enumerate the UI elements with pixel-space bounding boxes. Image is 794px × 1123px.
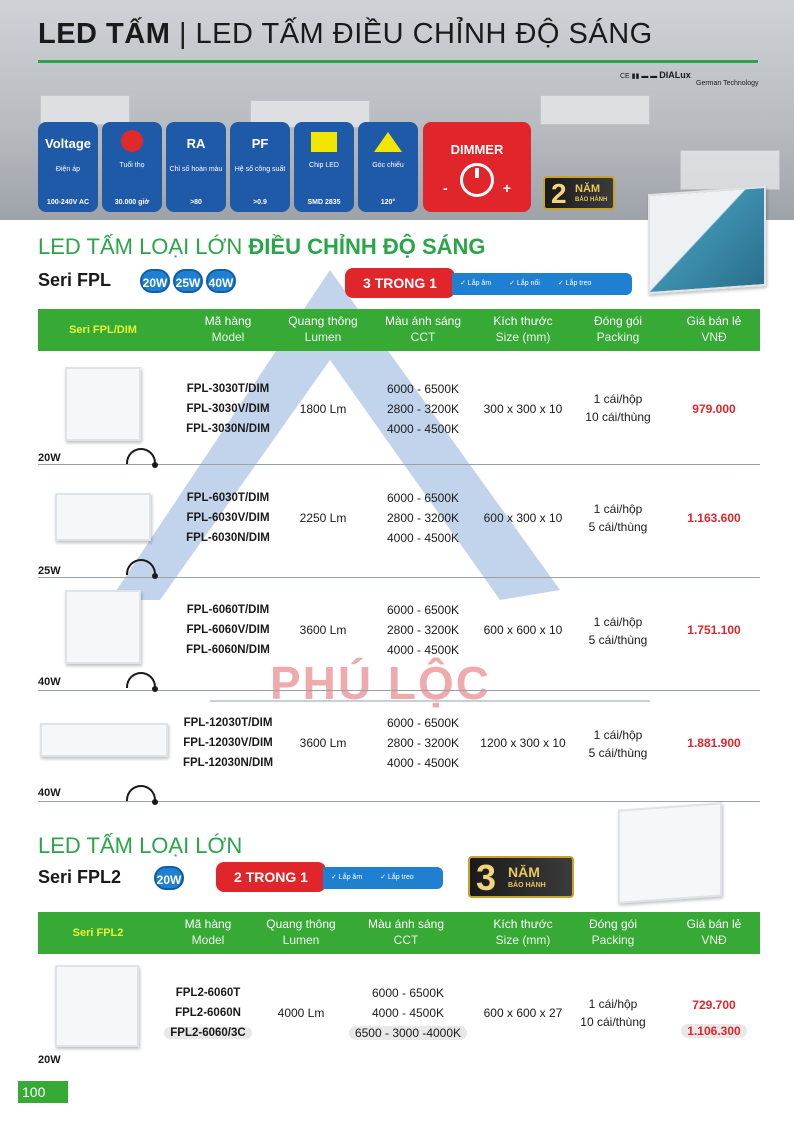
lumen-value: 1800 Lm <box>299 402 347 416</box>
dimmer-minus: - <box>443 180 448 196</box>
spec-head: Voltage <box>45 136 91 151</box>
product-image <box>55 965 139 1047</box>
header-size: Kích thước Size (mm) <box>493 314 553 344</box>
cct-list: 6000 - 6500K 2800 - 3200K 4000 - 4500K <box>386 603 460 657</box>
spec-value: SMD 2835 <box>307 199 341 206</box>
section1-table-header <box>38 309 760 351</box>
section1-mounts <box>452 273 632 295</box>
spec-label: Góc chiếu <box>372 162 404 169</box>
watt-label: 40W <box>38 787 61 799</box>
mount-option: ✓ Lắp âm <box>331 874 363 881</box>
section1-title <box>38 234 486 260</box>
header-seri: Seri FPL/DIM <box>69 324 137 336</box>
warranty-years: 2 <box>551 178 567 209</box>
warranty-bh: BẢO HÀNH <box>575 197 608 203</box>
header-lumen: Quang thông Lumen <box>288 314 358 344</box>
spec-head: PF <box>251 136 269 151</box>
model-list: FPL-6060T/DIM FPL-6060V/DIM FPL-6060N/DIM <box>186 604 270 656</box>
price-value: 1.163.600 <box>687 511 741 525</box>
header-lumen: Quang thông Lumen <box>266 917 336 947</box>
cct-list: 6000 - 6500K 2800 - 3200K 4000 - 4500K <box>386 382 460 436</box>
watt-label: 40W <box>38 676 61 688</box>
cct-list: 6000 - 6500K 2800 - 3200K 4000 - 4500K <box>386 716 460 770</box>
section1-title-bold: ĐIỀU CHỈNH ĐỘ SÁNG <box>248 234 486 259</box>
packing: 1 cái/hộp 10 cái/thùng <box>580 997 646 1029</box>
section2-combo-badge: 2 TRONG 1 <box>216 862 326 892</box>
section1-title-normal: LED TẤM LOẠI LỚN <box>38 234 243 259</box>
warranty-years: 3 <box>476 857 497 898</box>
product-image <box>55 493 151 541</box>
spec-value: 100-240V AC <box>46 199 90 206</box>
page-title-rest: | LED TẤM ĐIỀU CHỈNH ĐỘ SÁNG <box>178 18 653 50</box>
watt-badge: 20W <box>140 269 170 293</box>
size-value: 300 x 300 x 10 <box>483 402 563 416</box>
packing: 1 cái/hộp 5 cái/thùng <box>588 502 648 534</box>
price-value: 979.000 <box>692 402 736 416</box>
watt-label: 20W <box>38 1054 61 1066</box>
section2-seri: Seri FPL2 <box>38 867 122 887</box>
watt-badge: 25W <box>173 269 203 293</box>
warranty-bh: BẢO HÀNH <box>508 882 546 889</box>
table-row <box>38 352 760 465</box>
packing: 1 cái/hộp 5 cái/thùng <box>588 728 648 760</box>
spec-value: 120° <box>380 199 396 206</box>
mount-option: ✓ Lắp âm <box>460 280 492 287</box>
dimmer-icon <box>126 559 156 575</box>
product-image <box>65 367 141 441</box>
header-price: Giá bán lẻ VNĐ <box>686 314 742 344</box>
lumen-value: 3600 Lm <box>299 623 347 637</box>
model-list: FPL-3030T/DIM FPL-3030V/DIM FPL-3030N/DIM <box>186 383 270 435</box>
mount-option: ✓ Lắp treo <box>557 280 592 287</box>
header-price: Giá bán lẻ VNĐ <box>686 917 742 947</box>
ce-icon: CE ▮▮ ▬ ▬ <box>620 73 658 80</box>
table-row <box>38 578 760 691</box>
spec-label: Chỉ số hoàn màu <box>169 166 223 173</box>
header-cct: Màu ánh sáng CCT <box>367 917 445 947</box>
spec-value: 30.000 giờ <box>114 199 150 206</box>
watt-label: 20W <box>38 452 61 464</box>
price-value: 729.700 <box>692 998 736 1012</box>
packing: 1 cái/hộp 5 cái/thùng <box>588 615 648 647</box>
watt-badge: 40W <box>206 269 236 293</box>
mount-option: ✓ Lắp nổi <box>509 280 540 287</box>
dialux-sub: German Technology <box>696 80 759 87</box>
table-row <box>38 691 760 802</box>
cct-list: 6000 - 6500K 4000 - 4500K 6500 - 3000 -4000K <box>338 983 478 1043</box>
lumen-value: 4000 Lm <box>277 1006 325 1020</box>
header-seri: Seri FPL2 <box>72 927 124 939</box>
spec-label: Tuổi thọ <box>119 162 145 169</box>
dimmer-plus: + <box>502 180 511 196</box>
model-list: FPL-6030T/DIM FPL-6030V/DIM FPL-6030N/DIM <box>186 492 270 544</box>
watt-label: 25W <box>38 565 61 577</box>
price-value: 1.881.900 <box>687 736 741 750</box>
dimmer-label: DIMMER <box>450 142 504 157</box>
size-value: 1200 x 300 x 10 <box>480 736 566 750</box>
spec-value: >80 <box>190 199 202 206</box>
spec-label: Hệ số công suất <box>234 166 286 173</box>
header-cct: Màu ánh sáng CCT <box>384 314 462 344</box>
warranty-nam: NĂM <box>508 864 540 880</box>
model-list: FPL-12030T/DIM FPL-12030V/DIM FPL-12030N/DIM <box>182 717 274 769</box>
packing: 1 cái/hộp 10 cái/thùng <box>585 392 651 424</box>
section1-combo-badge: 3 TRONG 1 <box>345 268 455 298</box>
product-panel-image <box>618 802 722 903</box>
price-value: 1.751.100 <box>687 623 741 637</box>
cct-list: 6000 - 6500K 2800 - 3200K 4000 - 4500K <box>386 491 460 545</box>
lumen-value: 2250 Lm <box>299 511 347 525</box>
dialux-brand: DIALux <box>659 70 691 80</box>
header-packing: Đóng gói Packing <box>593 314 643 344</box>
header-model: Mã hàng Model <box>184 917 232 947</box>
model-list: FPL2-6060T FPL2-6060N FPL2-6060/3C <box>153 983 263 1043</box>
page-title-bold: LED TẤM <box>38 18 171 50</box>
page-number: 100 <box>18 1081 68 1103</box>
product-image <box>40 723 168 757</box>
mount-option: ✓ Lắp treo <box>380 874 414 881</box>
header-model: Mã hàng Model <box>204 314 252 344</box>
dimmer-icon <box>126 448 156 464</box>
warranty-nam: NĂM <box>575 183 601 195</box>
section2-title: LED TẤM LOẠI LỚN <box>38 833 243 858</box>
spec-value: >0.9 <box>253 199 267 206</box>
spec-label: Chip LED <box>309 162 339 169</box>
table-row <box>38 465 760 578</box>
size-value: 600 x 600 x 27 <box>483 1006 563 1020</box>
watt-badge: 20W <box>154 866 184 890</box>
spec-label: Điện áp <box>55 166 81 173</box>
warranty-3-year-badge <box>468 856 574 898</box>
spec-head: RA <box>186 136 206 151</box>
lumen-value: 3600 Lm <box>299 736 347 750</box>
section2-table-header <box>38 912 760 954</box>
header-packing: Đóng gói Packing <box>588 917 638 947</box>
section2-mounts <box>323 867 443 889</box>
product-image <box>65 590 141 664</box>
table-row <box>38 955 760 1070</box>
size-value: 600 x 600 x 10 <box>483 623 563 637</box>
section1-seri: Seri FPL <box>38 270 112 290</box>
dimmer-icon <box>126 672 156 688</box>
watermark-text: PHÚ LỘC <box>270 657 491 709</box>
price-value: 1.106.300 <box>668 1021 760 1041</box>
header-size: Kích thước Size (mm) <box>493 917 553 947</box>
dimmer-icon <box>126 785 156 801</box>
size-value: 600 x 300 x 10 <box>483 511 563 525</box>
